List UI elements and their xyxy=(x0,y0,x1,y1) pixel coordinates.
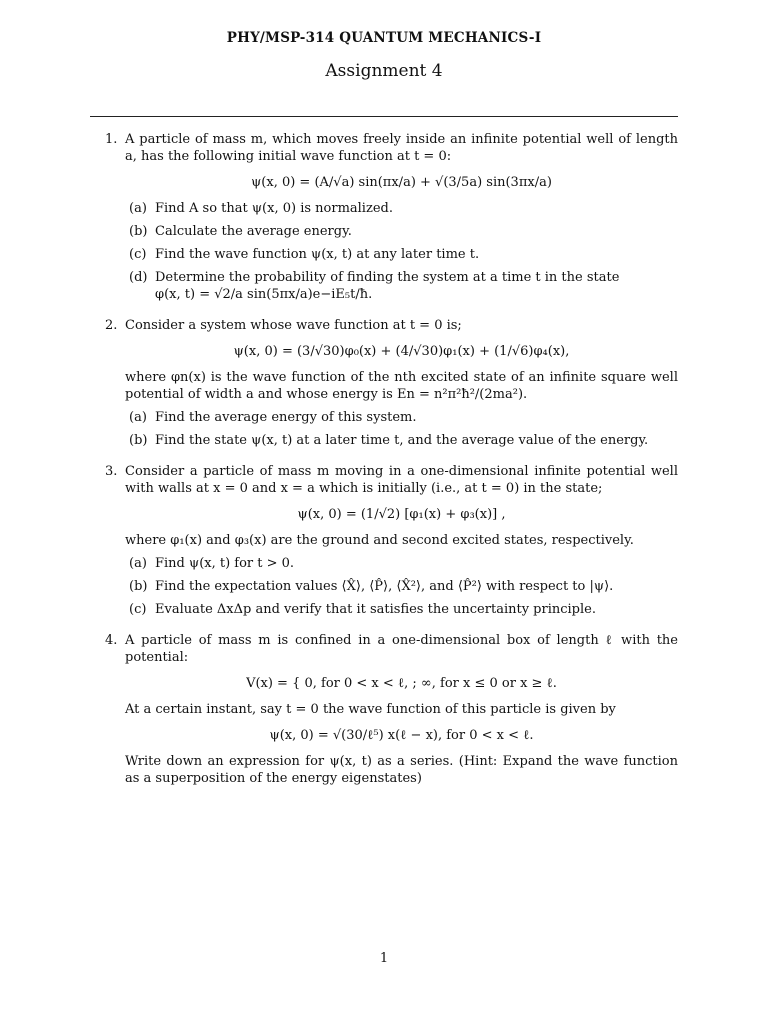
subquestion-label: (a) xyxy=(129,556,147,571)
problem-2 xyxy=(96,317,678,449)
page-number: 1 xyxy=(379,951,389,966)
problem-number: 2. xyxy=(105,318,118,333)
equation xyxy=(125,506,678,523)
subquestion xyxy=(125,432,678,449)
subquestion xyxy=(125,409,678,426)
subquestion-text: Find the state ψ(x, t) at a later time t, and the average value of the energy. xyxy=(155,433,649,448)
header-rule xyxy=(90,116,678,117)
problem-text: Consider a system whose wave function at t = 0 is; xyxy=(125,318,462,333)
subquestion-text: Find the expectation values ⟨X̂⟩, ⟨P̂⟩, ⟨X̂²⟩, and ⟨P̂²⟩ with respect to |ψ⟩. xyxy=(155,579,614,594)
subquestion-label: (d) xyxy=(129,270,148,285)
subquestion-text: Determine the probability of finding the system at a time t in the state xyxy=(155,270,620,285)
subquestion xyxy=(125,246,678,263)
assignment-title: Assignment 4 xyxy=(325,61,443,81)
problem-after-text: where φ₁(x) and φ₃(x) are the ground and second excited states, respectively. xyxy=(125,533,634,548)
subquestion-text-line2: φ(x, t) = √2/a sin(5πx/a)e−iE₅t/ħ. xyxy=(155,287,373,302)
subquestion-list xyxy=(125,555,678,618)
subquestion-label: (b) xyxy=(129,579,148,594)
problem-list xyxy=(96,131,678,787)
problem-number: 3. xyxy=(105,464,118,479)
subquestion-text: Find A so that ψ(x, 0) is normalized. xyxy=(155,201,393,216)
problem-text: A particle of mass m is confined in a one-dimensional box of length ℓ with the potential: xyxy=(125,633,678,665)
equation xyxy=(125,174,678,191)
equation-text: ψ(x, 0) = (3/√30)φ₀(x) + (4/√30)φ₁(x) + (1/√6)φ₄(x), xyxy=(233,344,570,359)
equation-text: ψ(x, 0) = (1/√2) [φ₁(x) + φ₃(x)] , xyxy=(297,507,506,522)
problem-text: Consider a particle of mass m moving in a one-dimensional infinite potential well with walls at x = 0 and x = a which is initially (i.e., at t = 0) in the state; xyxy=(125,464,678,496)
subquestion-list xyxy=(125,409,678,449)
subquestion-label: (c) xyxy=(129,602,147,617)
subquestion-label: (c) xyxy=(129,247,147,262)
equation xyxy=(125,343,678,360)
problem-1 xyxy=(96,131,678,303)
subquestion-text: Find ψ(x, t) for t > 0. xyxy=(155,556,295,571)
course-title: PHY/MSP-314 QUANTUM MECHANICS-I xyxy=(226,30,542,46)
problem-after-text: At a certain instant, say t = 0 the wave function of this particle is given by xyxy=(125,702,616,717)
subquestion-text: Calculate the average energy. xyxy=(155,224,352,239)
subquestion-list xyxy=(125,200,678,303)
subquestion xyxy=(125,578,678,595)
subquestion xyxy=(125,223,678,240)
problem-after-text: where φn(x) is the wave function of the nth excited state of an infinite square well potential of width a and whose energy is En = n²π²ħ²/(2ma²). xyxy=(125,370,678,402)
problem-after-text-2: Write down an expression for ψ(x, t) as a series. (Hint: Expand the wave function as a superposition of the energy eigenstates) xyxy=(125,754,678,786)
equation-text: ψ(x, 0) = √(30/ℓ⁵) x(ℓ − x), for 0 < x < ℓ. xyxy=(269,728,534,743)
problem-number: 4. xyxy=(105,633,118,648)
subquestion-text: Evaluate ΔxΔp and verify that it satisfies the uncertainty principle. xyxy=(155,602,596,617)
equation-text: ψ(x, 0) = (A/√a) sin(πx/a) + √(3/5a) sin(3πx/a) xyxy=(251,175,552,190)
equation xyxy=(125,675,678,692)
problem-3 xyxy=(96,463,678,618)
subquestion-label: (b) xyxy=(129,224,148,239)
subquestion-label: (b) xyxy=(129,433,148,448)
subquestion xyxy=(125,200,678,217)
subquestion-text: Find the wave function ψ(x, t) at any later time t. xyxy=(155,247,480,262)
problem-number: 1. xyxy=(105,132,118,147)
subquestion-label: (a) xyxy=(129,410,147,425)
equation-text: V(x) = { 0, for 0 < x < ℓ, ; ∞, for x ≤ 0 or x ≥ ℓ. xyxy=(246,676,557,691)
equation-2 xyxy=(125,727,678,744)
subquestion xyxy=(125,601,678,618)
subquestion xyxy=(125,269,678,303)
subquestion xyxy=(125,555,678,572)
subquestion-text: Find the average energy of this system. xyxy=(155,410,417,425)
subquestion-label: (a) xyxy=(129,201,147,216)
problem-4 xyxy=(96,632,678,787)
problem-text: A particle of mass m, which moves freely inside an infinite potential well of length a, has the following initial wave function at t = 0: xyxy=(125,132,678,164)
